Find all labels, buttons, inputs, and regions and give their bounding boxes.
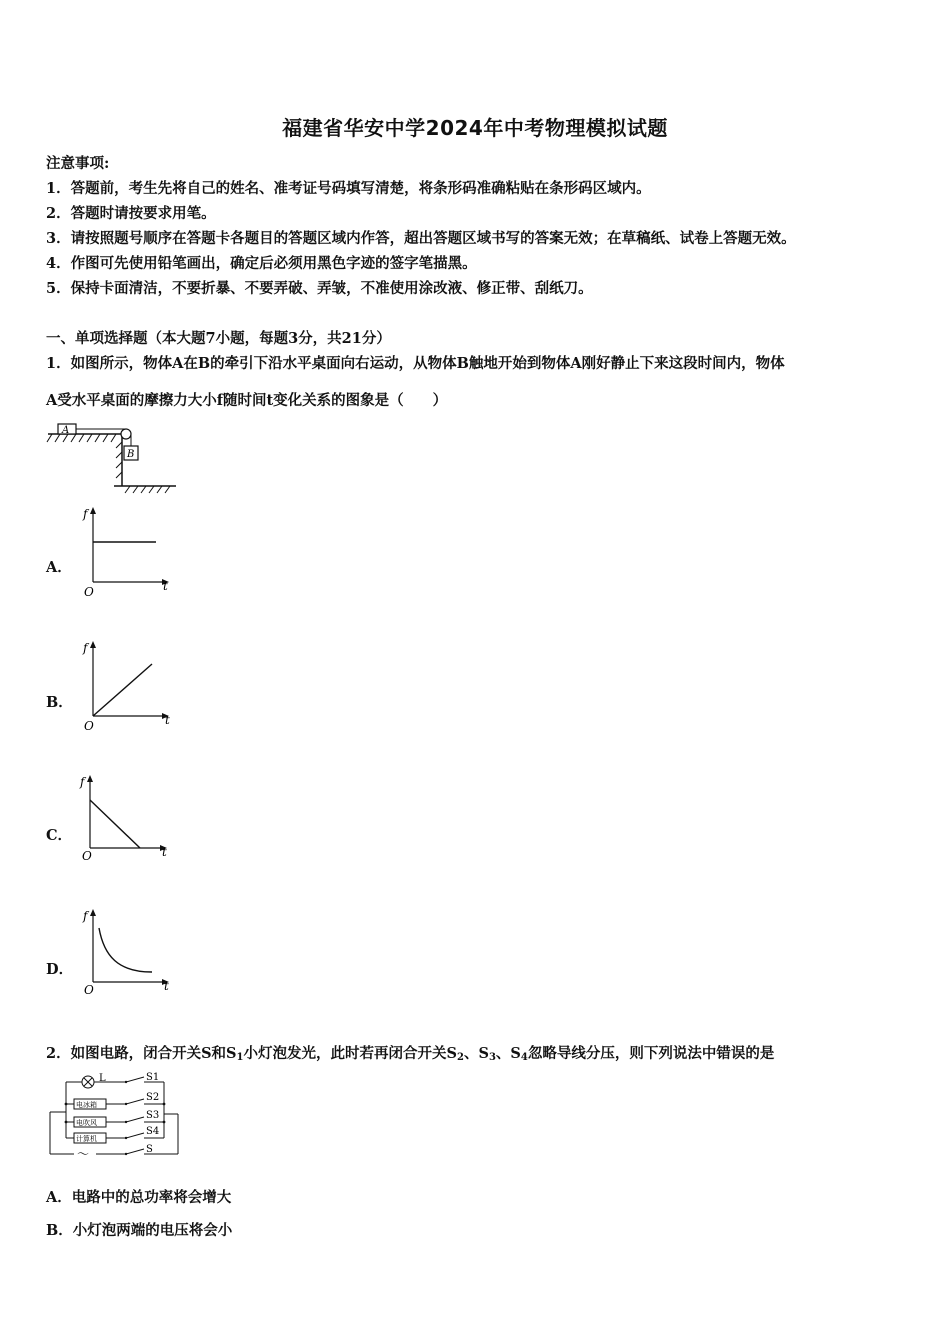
notice-item: 2．答题时请按要求用笔。: [46, 205, 216, 222]
graph-b[interactable]: [78, 638, 178, 734]
switch-label: S4: [146, 1126, 160, 1137]
axis-t-label: t: [164, 979, 169, 993]
switch-label: S1: [146, 1072, 160, 1083]
notice-heading: 注意事项:: [46, 155, 110, 172]
axis-f-label: f: [83, 909, 88, 923]
lamp-label: L: [99, 1073, 106, 1084]
axis-t-label: t: [163, 579, 168, 593]
question-1-text: 1．如图所示，物体A在B的牵引下沿水平桌面向右运动，从物体B触地开始到物体A刚好静止下来这段时间内，物体: [46, 355, 785, 372]
option-c-label[interactable]: C．: [46, 827, 73, 844]
section-heading: 一、单项选择题（本大题7小题，每题3分，共21分）: [46, 330, 391, 347]
origin-label: O: [84, 719, 94, 733]
axis-f-label: f: [83, 507, 88, 521]
graph-b-curve: [93, 664, 152, 716]
page-title: 福建省华安中学2024年中考物理模拟试题: [282, 116, 668, 140]
block-b-label: B: [127, 449, 135, 460]
axis-f-label: f: [80, 775, 85, 789]
origin-label: O: [82, 849, 92, 863]
question-1-text-cont: A受水平桌面的摩擦力大小f随时间t变化关系的图象是（ ）: [46, 392, 448, 409]
question-2-text: 2．如图电路，闭合开关S和$S_1$小灯泡发光，此时若再闭合开关$S_2$、$S_3$、$S_4$忽略导线分压，则下列说法中错误的是: [46, 1045, 775, 1063]
pulley: [121, 429, 131, 439]
graph-a[interactable]: [78, 504, 178, 600]
pulley-setup-figure: [44, 418, 184, 496]
graph-d-curve: [99, 928, 152, 972]
notice-item: 5．保持卡面清洁，不要折暴、不要弄破、弄皱，不准使用涂改液、修正带、刮纸刀。: [46, 280, 593, 297]
notice-item: 1．答题前，考生先将自己的姓名、准考证号码填写清楚，将条形码准确粘贴在条形码区域内。: [46, 180, 651, 197]
axis-t-label: t: [165, 713, 170, 727]
notice-item: 3．请按照题号顺序在答题卡各题目的答题区域内作答，超出答题区域书写的答案无效；在草稿纸、试卷上答题无效。: [46, 230, 796, 247]
q2-option-b[interactable]: B．小灯泡两端的电压将会小: [46, 1222, 233, 1239]
option-b-label[interactable]: B．: [46, 694, 73, 711]
q2-option-a[interactable]: A．电路中的总功率将会增大: [46, 1189, 232, 1206]
switch-label: S3: [146, 1110, 160, 1121]
device-label: 电吹风: [76, 1119, 97, 1127]
notice-item: 4．作图可先使用铅笔画出，确定后必须用黑色字迹的签字笔描黑。: [46, 255, 477, 272]
circuit-diagram: [44, 1072, 194, 1164]
axis-t-label: t: [162, 845, 167, 859]
device-label: 计算机: [76, 1135, 97, 1143]
option-d-label[interactable]: D．: [46, 961, 74, 978]
block-a-label: A: [62, 425, 70, 436]
graph-c[interactable]: [78, 772, 178, 868]
origin-label: O: [84, 585, 94, 599]
graph-c-curve: [90, 800, 140, 848]
device-label: 电冰箱: [76, 1101, 97, 1109]
switch-label: S2: [146, 1092, 160, 1103]
switch-label: S: [146, 1144, 153, 1155]
axis-f-label: f: [83, 641, 88, 655]
option-a-label[interactable]: A．: [46, 559, 72, 576]
graph-d[interactable]: [78, 906, 178, 1002]
origin-label: O: [84, 983, 94, 997]
ac-source-symbol: ～: [77, 1147, 90, 1161]
